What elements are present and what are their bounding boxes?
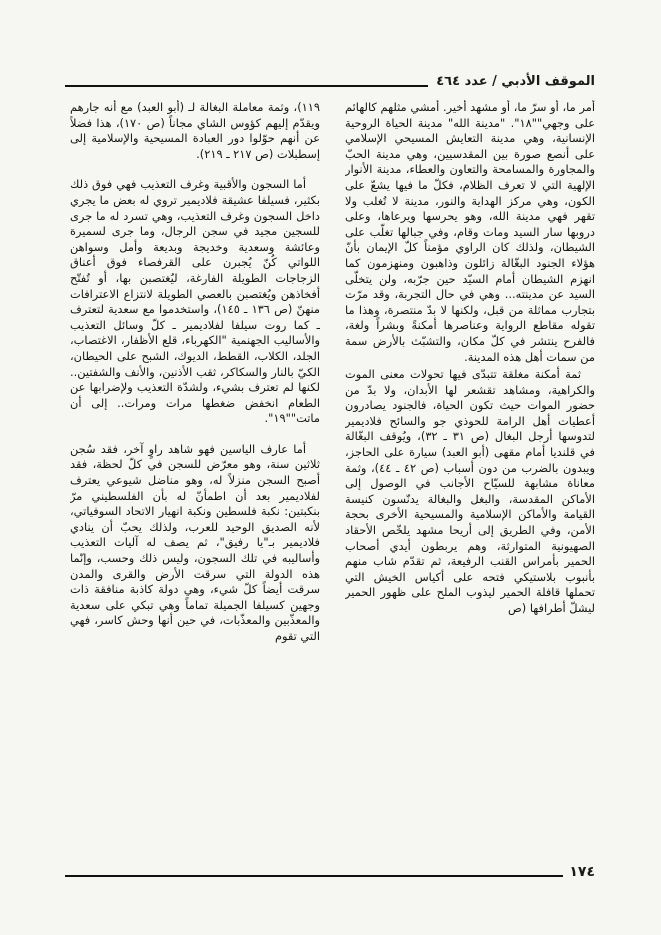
journal-title: الموقف الأدبي / عدد ٤٦٤	[436, 74, 595, 89]
header-rule	[65, 85, 428, 87]
paragraph: أما عارف الياسين فهو شاهد راوٍ آخر، فقد سُجن ثلاثين سنة، وهو معرّض للسجن في كلّ لحظة، فقد أصبح السجن منزلاً له، وهو مناضل شيوعي يعترف لفلاديمير بعد أن اطمأنّ له بأن الفلسطيني مرّ بنكبتين: نكبة فلسطين ونكبة انهيار الاتحاد السوفياتي، لأنه الصديق الوحيد للعرب، ولذلك يحبّ أن ينادي فلاديمير بـ"يا رفيق"، ثم يصف له آليات التعذيب وأساليبه في تلك السجون، وليس ذلك وحسب، وإنّما هذه الدولة التي سرقت الأرض والقرى والمدن سرقت أيضاً كلّ شيء، وهي دولة كاذبة منافقة ذات وجهين كسيلفا الجميلة تماماً وهي تبكي على سعدية والمعذّبين والمعذّبات، في حين أنها وحش كاسر، فهي التي تقوم	[70, 441, 320, 643]
paragraph: ١١٩)، وثمة معاملة البغالة لـ (أبو العبد) مع أنه جارهم ويقدّم إليهم كؤوس الشاي مجاناً (ص ١٧٠)، هذا فضلاً عن أنهم حوّلوا دور العبادة المسيحية والإسلامية إلى إسطبلات (ص ٢١٧ ـ ٢١٩).	[70, 100, 320, 161]
footer-rule	[65, 875, 563, 877]
page-number: ١٧٤	[569, 864, 595, 880]
running-header	[65, 70, 595, 90]
text-column-right	[345, 100, 595, 835]
paragraph: أما السجون والأقبية وغرف التعذيب فهي فوق ذلك بكثير، فسيلفا عشيقة فلاديمير تروي له بعض ما يجري داخل السجون وغرف التعذيب، وهي تسرد له ما جرى للسجين مجيد في سجن الرجال، وما جرى لسميرة وعائشة وسعدية وخديجة وبديعة وأمل وسواهن اللواتي كُنّ يُجبرن على القرفصاء فوق أعناق الزجاجات الطويلة الفارغة، ليُغتصبن بها، أو تُفتّح أفخاذهن ويُغتصبن بالعصي الطويلة لانتزاع الاعترافات منهنّ (ص ١٣٦ ـ ١٤٥)، واستخدموا مع سعدية لتعترف ـ كما روت سيلفا لفلاديمير ـ كلّ وسائل التعذيب والأساليب الجهنمية "الكهرباء، قلع الأظفار، الاغتصاب، الجلد، الكلاب، القطط، الديوك، الشبح على الحيطان، الكيّ بالنار والسكاكر، ثقب الأذنين، والأنف والشفتين.. لكنها لم تعترف بشيء، ولشدّة التعذيب ولإضرابها عن الطعام انخفض ضغطها مرات ومرات.. إلى أن ماتت""١٩".	[70, 177, 320, 426]
page-footer	[65, 860, 595, 880]
paragraph: ثمة أمكنة مغلقة تتبدّى فيها تحولات معنى الموت والكراهية، ومشاهد تقشعر لها الأبدان، ولا بدّ من حضور الموات حيث تكون الحياة، فالجنود يصادرون أعطيات أهل الرامة للحوذي جو والسائح فلاديمير لتدوسها أرجل البغال (ص ٣١ ـ ٣٢)، ويُوقف البغّالة في قلنديا أمام مقهى (أبو العبد) سيارة على الحاجز، ويبدون بالضرب من دون أسباب (ص ٤٢ ـ ٤٤)، وثمة معاناة مشابهة للسيّاح الأجانب في الوصول إلى الأماكن المقدسة، والبغل والبغالة يدنّسون كنيسة القيامة والأماكن الإسلامية والمسيحية الأخرى بحجة الأمن، وفي الطريق إلى أريحا مشهد يلخّص الأحقاد الصهيونية المتوارثة، وهم يربطون أيدي أصحاب الحمير بأمراس القنب الرفيعة، ثم تقدّم شاب منهم بأنبوب بلاستيكي فتحه على أكياس الخيش التي تحملها قافلة الحمير ليذوب الملح على ظهور الحمير ليشلّ أطرافها (ص	[345, 367, 595, 615]
text-column-left	[70, 100, 320, 835]
paragraph: أمر ما، أو سرّ ما، أو مشهد أخير. أمشي مثلهم كالهائم على وجهي""١٨". "مدينة الله" مدينة الحياة الروحية الإنسانية، وهي مدينة التعايش المسيحي الإسلامي على أنصع صورة بين المقدسيين، وهي مدينة الحبّ والمجاورة والمسامحة والتعاون والعطاء، مدينة الأنوار الإلهية التي لا تعرف الظلام، فكلّ ما فيها يشعّ على الكون، وهي مركز الهداية والنور، مدينة لا تُغلب ولا تقهر فهي مدينة الله، وهو يحرسها ويرعاها، وعلى دروبها سار السيد ومات وقام، وفي جبالها تغلّب على الشيطان، ولذلك كان الراوي مؤمناً كلّ الإيمان بأنّ هؤلاء الجنود البغّالة زائلون وذاهبون ومنهزمون كما انهزم الشيطان أمام السيّد حين جرّبه، ولن يتخلّى السيد عن مدينته... وهي في حال التجربة، وقد مرّت بتجارب مماثلة من قبل، ولكنها لا بدّ منتصرة، وهذا ما تقوله مقاطع الرواية وعناصرها أمكنةً وبشراً ولغة، فالفرح ينتشر في كلّ مكان، والتشبّث بالأرض سمة من سمات أهل هذه المدينة.	[345, 100, 595, 364]
